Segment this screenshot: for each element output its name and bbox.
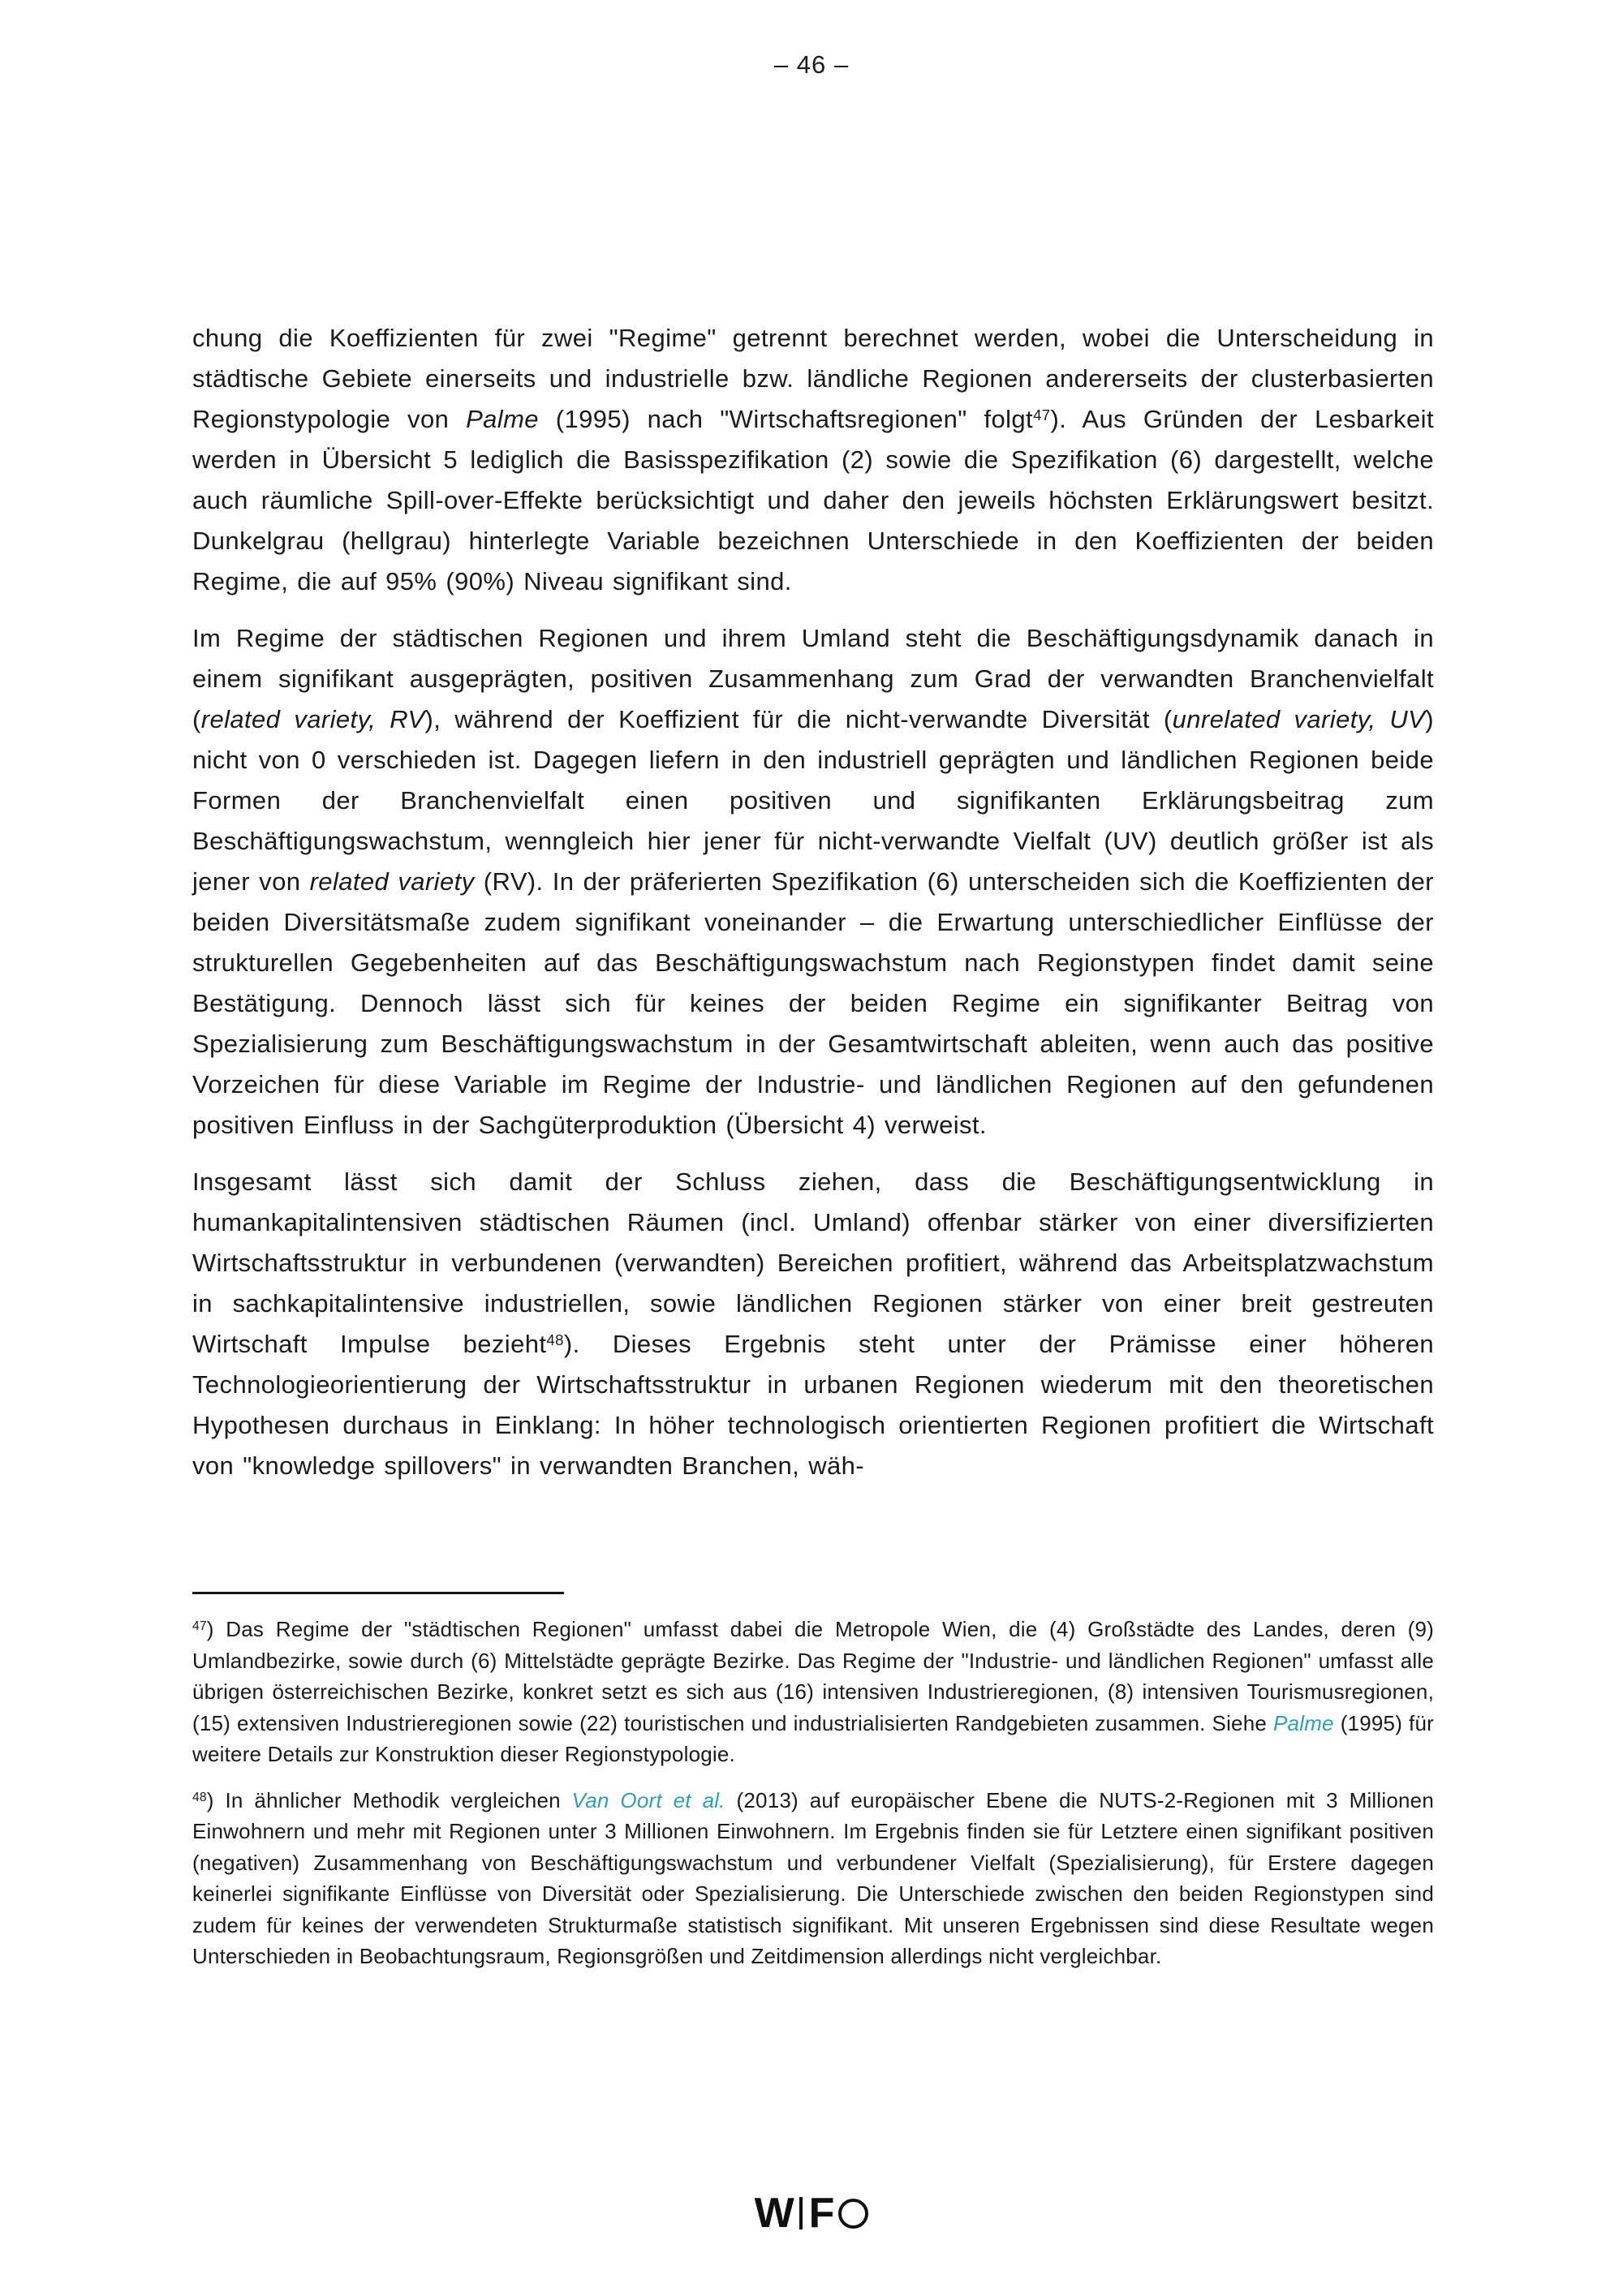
footnote-47: $^{47}$) Das Regime der "städtischen Regionen" umfasst dabei die Metropole Wien, die (4) Großstädte des Landes, deren (9) Umlandbezirke, sowie durch (6) Mittelstädte geprägte Bezirke. Das Regime der "Industrie- und ländlichen Regionen" umfasst alle übrigen österreichischen Bezirke, konkret setzt es sich aus (16) intensiven Industrieregionen, (8) intensiven Tourismusregionen, (15) extensiven Industrieregionen sowie (22) touristischen und industrialisierten Randgebieten zusammen. Siehe Palme (1995) für weitere Details zur Konstruktion dieser Regionstypologie. <box>192 1617 1434 1766</box>
body-paragraph-3: Insgesamt lässt sich damit der Schluss ziehen, dass die Beschäftigungsentwicklung in humankapitalintensiven städtischen Räumen (incl. Umland) offenbar stärker von einer diversifizierten Wirtschaftsstruktur in verbundenen (verwandten) Bereichen profitiert, während das Arbeitsplatzwachstum in sachkapitalintensive industriellen, sowie ländlichen Regionen stärker von einer breit gestreuten Wirtschaft Impulse bezieht$^{48}$). Dieses Ergebnis steht unter der Prämisse einer höheren Technologieorientierung der Wirtschaftsstruktur in urbanen Regionen wiederum mit den theoretischen Hypothesen durchaus in Einklang: In höher technologisch orientierten Regionen profitiert die Wirtschaft von "knowledge spillovers" in verwandten Branchen, wäh- <box>192 1167 1434 1480</box>
logo-letter-f: F <box>808 2190 835 2237</box>
page-content <box>192 318 1434 1503</box>
footnote-48: $^{48}$) In ähnlicher Methodik vergleichen Van Oort et al. (2013) auf europäischer Ebene die NUTS-2-Regionen mit 3 Millionen Einwohnern und mehr mit Regionen unter 3 Millionen Einwohnern. Im Ergebnis finden sie für Letztere einen signifikant positiven (negativen) Zusammenhang von Beschäftigungswachstum und verbundener Vielfalt (Spezialisierung), für Erstere dagegen keinerlei signifikante Einflüsse von Diversität oder Spezialisierung. Die Unterschiede zwischen den beiden Regionstypen sind zudem für keines der verwendeten Strukturmaße statistisch signifikant. Mit unseren Ergebnissen sind diese Resultate wegen Unterschieden in Beobachtungsraum, Regionsgrößen und Zeitdimension allerdings nicht vergleichbar. <box>192 1787 1434 1968</box>
wifo-logo-inner <box>754 2190 869 2237</box>
footnotes-section <box>192 1592 1434 1987</box>
logo-letter-w: W <box>754 2190 794 2237</box>
body-paragraph-1: chung die Koeffizienten für zwei "Regime" getrennt berechnet werden, wobei die Unterscheidung in städtische Gebiete einerseits und industrielle bzw. ländliche Regionen andererseits der clusterbasierten Regionstypologie von Palme (1995) nach "Wirtschaftsregionen" folgt$^{47}$). Aus Gründen der Lesbarkeit werden in Übersicht 5 lediglich die Basisspezifikation (2) sowie die Spezifikation (6) dargestellt, welche auch räumliche Spill-over-Effekte berücksichtigt und daher den jeweils höchsten Erklärungswert besitzt. Dunkelgrau (hellgrau) hinterlegte Variable bezeichnen Unterschiede in den Koeffizienten der beiden Regime, die auf 95% (90%) Niveau signifikant sind. <box>192 324 1434 595</box>
page-number: – 46 – <box>773 50 850 79</box>
wifo-logo <box>0 2190 1623 2237</box>
logo-letter-o-circle <box>838 2199 868 2229</box>
logo-letter-i-bar <box>799 2197 803 2229</box>
footnote-separator-rule <box>192 1592 564 1594</box>
body-paragraph-2: Im Regime der städtischen Regionen und ihrem Umland steht die Beschäftigungsdynamik danach in einem signifikant ausgeprägten, positiven Zusammenhang zum Grad der verwandten Branchenvielfalt (related variety, RV), während der Koeffizient für die nicht-verwandte Diversität (unrelated variety, UV) nicht von 0 verschieden ist. Dagegen liefern in den industriell geprägten und ländlichen Regionen beide Formen der Branchenvielfalt einen positiven und signifikanten Erklärungsbeitrag zum Beschäftigungswachstum, wenngleich hier jener für nicht-verwandte Vielfalt (UV) deutlich größer ist als jener von related variety (RV). In der präferierten Spezifikation (6) unterscheiden sich die Koeffizienten der beiden Diversitätsmaße zudem signifikant voneinander – die Erwartung unterschiedlicher Einflüsse der strukturellen Gegebenheiten auf das Beschäftigungswachstum nach Regionstypen findet damit seine Bestätigung. Dennoch lässt sich für keines der beiden Regime ein signifikanter Beitrag von Spezialisierung zum Beschäftigungswachstum in der Gesamtwirtschaft ableiten, wenn auch das positive Vorzeichen für diese Variable im Regime der Industrie- und ländlichen Regionen auf den gefundenen positiven Einfluss in der Sachgüterproduktion (Übersicht 4) verweist. <box>192 624 1434 1139</box>
